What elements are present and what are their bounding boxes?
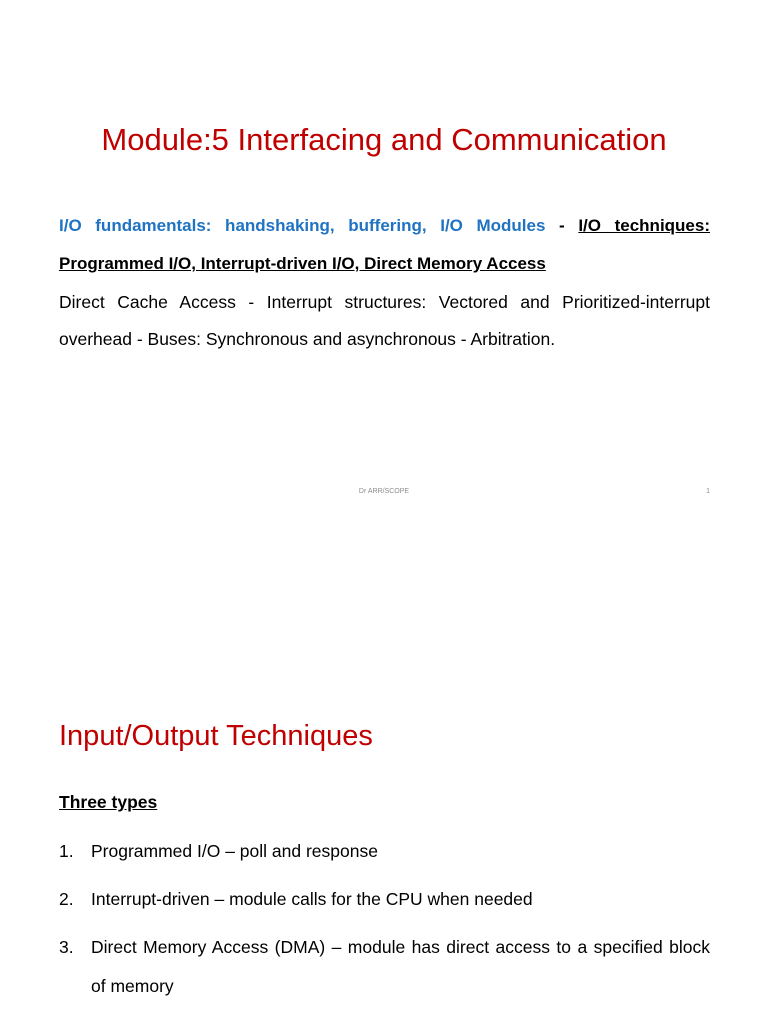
separator-dash: -: [545, 216, 579, 235]
list-item: [59, 880, 710, 919]
techniques-list: [59, 832, 710, 1015]
list-number: 2.: [59, 889, 74, 909]
list-number: 3.: [59, 937, 74, 957]
subheading: Three types: [59, 792, 158, 812]
list-item-text: Programmed I/O – poll and response: [91, 841, 378, 861]
page-number: 1: [706, 488, 710, 495]
slide-2: [0, 512, 768, 1024]
structures-paragraph: Direct Cache Access - Interrupt structures: Vectored and Prioritized-interrupt overhead - Buses: Synchronous and asynchronous - Arbitration.: [59, 292, 710, 349]
list-item-text: Direct Memory Access (DMA) – module has direct access to a specified block of memory: [91, 937, 710, 996]
topics-paragraph: [59, 207, 710, 283]
fundamentals-text: I/O fundamentals: handshaking, buffering, I/O Modules: [59, 216, 546, 235]
slide-title: Module:5 Interfacing and Communication: [101, 122, 667, 157]
list-item: [59, 832, 710, 871]
techniques-text: I/O techniques: Programmed I/O, Interrupt-driven I/O, Direct Memory Access: [59, 216, 711, 273]
slide-title: Input/Output Techniques: [59, 720, 373, 752]
list-item-text: Interrupt-driven – module calls for the CPU when needed: [91, 889, 533, 909]
list-item: [59, 928, 710, 1006]
list-number: 1.: [59, 841, 74, 861]
footer-author: Dr ARR/SCOPE: [358, 488, 410, 495]
